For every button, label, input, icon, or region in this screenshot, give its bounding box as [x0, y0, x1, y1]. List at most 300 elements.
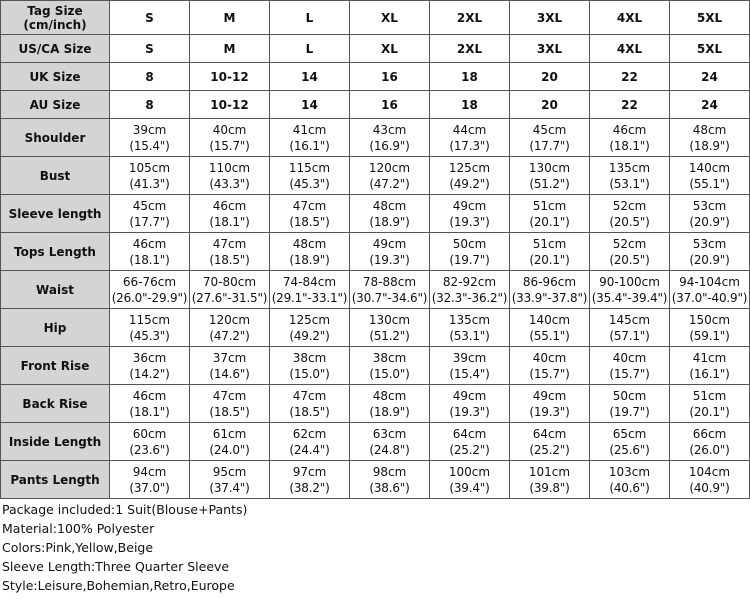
measurement-cell — [430, 195, 510, 233]
cm-value: 45cm — [132, 198, 167, 213]
measurement-cell — [110, 271, 190, 309]
inch-value: (33.9"-37.8") — [511, 290, 588, 305]
inch-value: (19.3") — [369, 252, 410, 267]
measurement-label: Waist — [1, 271, 110, 309]
cm-value: 135cm — [448, 312, 491, 327]
inch-value: (18.9") — [369, 214, 410, 229]
measurement-cell — [430, 347, 510, 385]
measurement-label: Sleeve length — [1, 195, 110, 233]
inch-value: (25.2") — [449, 442, 490, 457]
cm-value: 52cm — [612, 198, 647, 213]
inch-value: (30.7"-34.6") — [351, 290, 428, 305]
measurement-cell — [430, 119, 510, 157]
inch-value: (26.0") — [689, 442, 730, 457]
inch-value: (18.5") — [209, 252, 250, 267]
measurement-cell — [510, 233, 590, 271]
inch-value: (20.5") — [609, 252, 650, 267]
inch-value: (15.7") — [529, 366, 570, 381]
inch-value: (55.1") — [529, 328, 570, 343]
cm-value: 120cm — [368, 160, 411, 175]
cm-value: 62cm — [292, 426, 327, 441]
measurement-cell — [190, 119, 270, 157]
cm-value: 103cm — [608, 464, 651, 479]
cm-value: 65cm — [612, 426, 647, 441]
cm-value: 101cm — [528, 464, 571, 479]
inch-value: (24.4") — [289, 442, 330, 457]
inch-value: (43.3") — [209, 176, 250, 191]
inch-value: (19.7") — [609, 404, 650, 419]
measurement-cell — [190, 233, 270, 271]
row-label: US/CA Size — [1, 35, 110, 63]
measurement-cell — [350, 271, 430, 309]
measurement-cell — [510, 195, 590, 233]
measurement-cell — [590, 309, 670, 347]
inch-value: (20.1") — [529, 252, 570, 267]
inch-value: (19.3") — [449, 404, 490, 419]
size-value-cell: 22 — [590, 91, 670, 119]
inch-value: (19.7") — [449, 252, 490, 267]
size-value-cell: M — [190, 1, 270, 35]
cm-value: 97cm — [292, 464, 327, 479]
measurement-row — [1, 461, 750, 499]
inch-value: (18.5") — [209, 404, 250, 419]
measurement-cell — [190, 347, 270, 385]
row-label: UK Size — [1, 63, 110, 91]
measurement-row — [1, 385, 750, 423]
measurement-label: Tops Length — [1, 233, 110, 271]
measurement-cell — [190, 423, 270, 461]
cm-value: 64cm — [532, 426, 567, 441]
measurement-cell — [670, 271, 750, 309]
inch-value: (49.2") — [289, 328, 330, 343]
inch-value: (15.0") — [289, 366, 330, 381]
measurement-cell — [190, 271, 270, 309]
inch-value: (57.1") — [609, 328, 650, 343]
cm-value: 90-100cm — [599, 274, 660, 289]
cm-value: 94cm — [132, 464, 167, 479]
inch-value: (47.2") — [369, 176, 410, 191]
measurement-cell — [110, 347, 190, 385]
measurement-cell — [590, 271, 670, 309]
cm-value: 140cm — [688, 160, 731, 175]
inch-value: (37.0"-40.9") — [671, 290, 748, 305]
measurement-cell — [510, 271, 590, 309]
cm-value: 78-88cm — [362, 274, 417, 289]
measurement-cell — [670, 347, 750, 385]
cm-value: 50cm — [612, 388, 647, 403]
size-value-cell: S — [110, 1, 190, 35]
cm-value: 46cm — [612, 122, 647, 137]
inch-value: (18.9") — [289, 252, 330, 267]
measurement-cell — [110, 461, 190, 499]
measurement-cell — [190, 461, 270, 499]
cm-value: 46cm — [132, 388, 167, 403]
measurement-cell — [430, 385, 510, 423]
inch-value: (47.2") — [209, 328, 250, 343]
size-value-cell: L — [270, 35, 350, 63]
measurement-cell — [110, 309, 190, 347]
size-value-cell: 10-12 — [190, 63, 270, 91]
size-value-cell: 24 — [670, 91, 750, 119]
inch-value: (15.0") — [369, 366, 410, 381]
inch-value: (51.2") — [529, 176, 570, 191]
inch-value: (38.6") — [369, 480, 410, 495]
inch-value: (17.7") — [129, 214, 170, 229]
measurement-cell — [590, 195, 670, 233]
measurement-cell — [510, 157, 590, 195]
measurement-cell — [270, 385, 350, 423]
measurement-cell — [350, 195, 430, 233]
cm-value: 105cm — [128, 160, 171, 175]
inch-value: (20.5") — [609, 214, 650, 229]
size-value-cell: 24 — [670, 63, 750, 91]
size-value-cell: 20 — [510, 63, 590, 91]
measurement-label: Back Rise — [1, 385, 110, 423]
inch-value: (37.0") — [129, 480, 170, 495]
measurement-cell — [110, 195, 190, 233]
size-value-cell: 3XL — [510, 35, 590, 63]
measurement-cell — [270, 423, 350, 461]
measurement-label: Inside Length — [1, 423, 110, 461]
measurement-cell — [510, 423, 590, 461]
inch-value: (17.7") — [529, 138, 570, 153]
measurement-cell — [510, 309, 590, 347]
cm-value: 140cm — [528, 312, 571, 327]
measurement-cell — [350, 347, 430, 385]
measurement-label: Pants Length — [1, 461, 110, 499]
inch-value: (27.6"-31.5") — [191, 290, 268, 305]
size-value-cell: 22 — [590, 63, 670, 91]
row-label: AU Size — [1, 91, 110, 119]
inch-value: (32.3"-36.2") — [431, 290, 508, 305]
note-line: Material:100% Polyester — [2, 521, 155, 536]
cm-value: 48cm — [292, 236, 327, 251]
size-value-cell: 16 — [350, 63, 430, 91]
inch-value: (41.3") — [129, 176, 170, 191]
cm-value: 46cm — [132, 236, 167, 251]
cm-value: 64cm — [452, 426, 487, 441]
inch-value: (16.9") — [369, 138, 410, 153]
cm-value: 95cm — [212, 464, 247, 479]
inch-value: (18.1") — [129, 252, 170, 267]
size-value-cell: 2XL — [430, 35, 510, 63]
inch-value: (19.3") — [529, 404, 570, 419]
inch-value: (25.2") — [529, 442, 570, 457]
cm-value: 47cm — [212, 236, 247, 251]
size-value-cell: 16 — [350, 91, 430, 119]
inch-value: (15.4") — [449, 366, 490, 381]
measurement-cell — [110, 233, 190, 271]
measurement-cell — [350, 309, 430, 347]
inch-value: (18.1") — [209, 214, 250, 229]
measurement-cell — [270, 271, 350, 309]
size-value-cell: 18 — [430, 91, 510, 119]
size-value-cell: 14 — [270, 91, 350, 119]
size-value-cell: XL — [350, 35, 430, 63]
cm-value: 49cm — [452, 198, 487, 213]
size-value-cell: XL — [350, 1, 430, 35]
size-value-cell: M — [190, 35, 270, 63]
measurement-label: Front Rise — [1, 347, 110, 385]
measurement-cell — [510, 385, 590, 423]
measurement-cell — [270, 309, 350, 347]
measurement-label: Bust — [1, 157, 110, 195]
measurement-cell — [350, 119, 430, 157]
cm-value: 70-80cm — [202, 274, 257, 289]
cm-value: 74-84cm — [282, 274, 337, 289]
measurement-cell — [190, 195, 270, 233]
measurement-cell — [590, 423, 670, 461]
cm-value: 86-96cm — [522, 274, 577, 289]
cm-value: 60cm — [132, 426, 167, 441]
measurement-cell — [510, 461, 590, 499]
measurement-cell — [190, 385, 270, 423]
inch-value: (14.2") — [129, 366, 170, 381]
cm-value: 49cm — [452, 388, 487, 403]
cm-value: 40cm — [612, 350, 647, 365]
inch-value: (26.0"-29.9") — [111, 290, 188, 305]
cm-value: 51cm — [532, 198, 567, 213]
measurement-row — [1, 309, 750, 347]
measurement-cell — [430, 309, 510, 347]
measurement-cell — [350, 233, 430, 271]
measurement-cell — [430, 233, 510, 271]
measurement-cell — [670, 461, 750, 499]
size-value-cell: 8 — [110, 91, 190, 119]
inch-value: (18.1") — [129, 404, 170, 419]
inch-value: (39.8") — [529, 480, 570, 495]
measurement-cell — [510, 347, 590, 385]
cm-value: 61cm — [212, 426, 247, 441]
cm-value: 49cm — [372, 236, 407, 251]
inch-value: (59.1") — [689, 328, 730, 343]
cm-value: 39cm — [452, 350, 487, 365]
inch-value: (53.1") — [609, 176, 650, 191]
inch-value: (18.9") — [369, 404, 410, 419]
cm-value: 115cm — [128, 312, 171, 327]
measurement-cell — [590, 385, 670, 423]
inch-value: (23.6") — [129, 442, 170, 457]
measurement-cell — [110, 385, 190, 423]
measurement-cell — [590, 157, 670, 195]
size-value-cell: 5XL — [670, 1, 750, 35]
inch-value: (53.1") — [449, 328, 490, 343]
cm-value: 135cm — [608, 160, 651, 175]
measurement-cell — [350, 157, 430, 195]
cm-value: 38cm — [372, 350, 407, 365]
note-line: Colors:Pink,Yellow,Beige — [2, 540, 154, 555]
size-header-row — [1, 35, 750, 63]
measurement-cell — [670, 423, 750, 461]
inch-value: (18.9") — [689, 138, 730, 153]
measurement-cell — [670, 195, 750, 233]
measurement-cell — [590, 233, 670, 271]
measurement-label: Hip — [1, 309, 110, 347]
inch-value: (18.5") — [289, 404, 330, 419]
size-value-cell: S — [110, 35, 190, 63]
size-header-row — [1, 63, 750, 91]
measurement-cell — [270, 233, 350, 271]
cm-value: 46cm — [212, 198, 247, 213]
size-value-cell: 18 — [430, 63, 510, 91]
cm-value: 48cm — [692, 122, 727, 137]
inch-value: (20.9") — [689, 214, 730, 229]
cm-value: 100cm — [448, 464, 491, 479]
measurement-row — [1, 347, 750, 385]
inch-value: (49.2") — [449, 176, 490, 191]
measurement-row — [1, 195, 750, 233]
cm-value: 48cm — [372, 388, 407, 403]
inch-value: (16.1") — [289, 138, 330, 153]
product-notes — [2, 500, 747, 595]
measurement-cell — [270, 119, 350, 157]
cm-value: 53cm — [692, 198, 727, 213]
measurement-row — [1, 119, 750, 157]
cm-value: 49cm — [532, 388, 567, 403]
size-value-cell: 8 — [110, 63, 190, 91]
cm-value: 45cm — [532, 122, 567, 137]
size-value-cell: 10-12 — [190, 91, 270, 119]
cm-value: 39cm — [132, 122, 167, 137]
inch-value: (25.6") — [609, 442, 650, 457]
measurement-cell — [270, 461, 350, 499]
size-header-row — [1, 91, 750, 119]
cm-value: 41cm — [292, 122, 327, 137]
measurement-cell — [350, 461, 430, 499]
cm-value: 98cm — [372, 464, 407, 479]
measurement-cell — [270, 157, 350, 195]
cm-value: 94-104cm — [679, 274, 740, 289]
cm-value: 44cm — [452, 122, 487, 137]
measurement-cell — [190, 157, 270, 195]
inch-value: (24.8") — [369, 442, 410, 457]
cm-value: 63cm — [372, 426, 407, 441]
size-value-cell: 4XL — [590, 1, 670, 35]
note-line: Sleeve Length:Three Quarter Sleeve — [2, 559, 230, 574]
cm-value: 36cm — [132, 350, 167, 365]
measurement-cell — [270, 195, 350, 233]
measurement-cell — [190, 309, 270, 347]
inch-value: (51.2") — [369, 328, 410, 343]
cm-value: 40cm — [212, 122, 247, 137]
cm-value: 66-76cm — [122, 274, 177, 289]
measurement-cell — [430, 461, 510, 499]
cm-value: 48cm — [372, 198, 407, 213]
inch-value: (15.4") — [129, 138, 170, 153]
cm-value: 53cm — [692, 236, 727, 251]
cm-value: 104cm — [688, 464, 731, 479]
cm-value: 115cm — [288, 160, 331, 175]
inch-value: (45.3") — [129, 328, 170, 343]
size-value-cell: 20 — [510, 91, 590, 119]
inch-value: (45.3") — [289, 176, 330, 191]
note-line: Style:Leisure,Bohemian,Retro,Europe — [2, 578, 235, 593]
measurement-cell — [430, 423, 510, 461]
measurement-cell — [670, 119, 750, 157]
inch-value: (39.4") — [449, 480, 490, 495]
inch-value: (17.3") — [449, 138, 490, 153]
inch-value: (20.9") — [689, 252, 730, 267]
cm-value: 125cm — [288, 312, 331, 327]
measurement-cell — [590, 347, 670, 385]
inch-value: (40.6") — [609, 480, 650, 495]
inch-value: (16.1") — [689, 366, 730, 381]
cm-value: 125cm — [448, 160, 491, 175]
cm-value: 51cm — [692, 388, 727, 403]
size-header-row — [1, 1, 750, 35]
size-value-cell: 4XL — [590, 35, 670, 63]
cm-value: 120cm — [208, 312, 251, 327]
cm-value: 47cm — [292, 198, 327, 213]
measurement-cell — [430, 157, 510, 195]
cm-value: 37cm — [212, 350, 247, 365]
cm-value: 50cm — [452, 236, 487, 251]
measurement-row — [1, 157, 750, 195]
measurement-cell — [110, 157, 190, 195]
size-value-cell: L — [270, 1, 350, 35]
inch-value: (40.9") — [689, 480, 730, 495]
cm-value: 38cm — [292, 350, 327, 365]
cm-value: 47cm — [292, 388, 327, 403]
size-value-cell: 5XL — [670, 35, 750, 63]
cm-value: 145cm — [608, 312, 651, 327]
measurement-cell — [270, 347, 350, 385]
inch-value: (19.3") — [449, 214, 490, 229]
inch-value: (14.6") — [209, 366, 250, 381]
measurement-cell — [670, 385, 750, 423]
cm-value: 150cm — [688, 312, 731, 327]
measurement-cell — [430, 271, 510, 309]
inch-value: (38.2") — [289, 480, 330, 495]
size-value-cell: 3XL — [510, 1, 590, 35]
cm-value: 66cm — [692, 426, 727, 441]
cm-value: 41cm — [692, 350, 727, 365]
cm-value: 130cm — [528, 160, 571, 175]
inch-value: (35.4"-39.4") — [591, 290, 668, 305]
inch-value: (20.1") — [689, 404, 730, 419]
measurement-cell — [590, 461, 670, 499]
inch-value: (20.1") — [529, 214, 570, 229]
cm-value: 82-92cm — [442, 274, 497, 289]
measurement-cell — [670, 157, 750, 195]
inch-value: (18.5") — [289, 214, 330, 229]
size-value-cell: 2XL — [430, 1, 510, 35]
inch-value: (37.4") — [209, 480, 250, 495]
cm-value: 130cm — [368, 312, 411, 327]
cm-value: 51cm — [532, 236, 567, 251]
cm-value: 110cm — [208, 160, 251, 175]
measurement-cell — [670, 309, 750, 347]
measurement-cell — [110, 423, 190, 461]
row-label: Tag Size (cm/inch) — [1, 1, 110, 35]
cm-value: 47cm — [212, 388, 247, 403]
inch-value: (15.7") — [209, 138, 250, 153]
note-line: Package included:1 Suit(Blouse+Pants) — [2, 502, 248, 517]
inch-value: (18.1") — [609, 138, 650, 153]
measurement-label: Shoulder — [1, 119, 110, 157]
inch-value: (55.1") — [689, 176, 730, 191]
cm-value: 43cm — [372, 122, 407, 137]
measurement-cell — [350, 385, 430, 423]
inch-value: (29.1"-33.1") — [271, 290, 348, 305]
size-value-cell: 14 — [270, 63, 350, 91]
measurement-cell — [670, 233, 750, 271]
inch-value: (15.7") — [609, 366, 650, 381]
measurement-cell — [350, 423, 430, 461]
measurement-row — [1, 423, 750, 461]
measurement-cell — [110, 119, 190, 157]
measurement-cell — [590, 119, 670, 157]
